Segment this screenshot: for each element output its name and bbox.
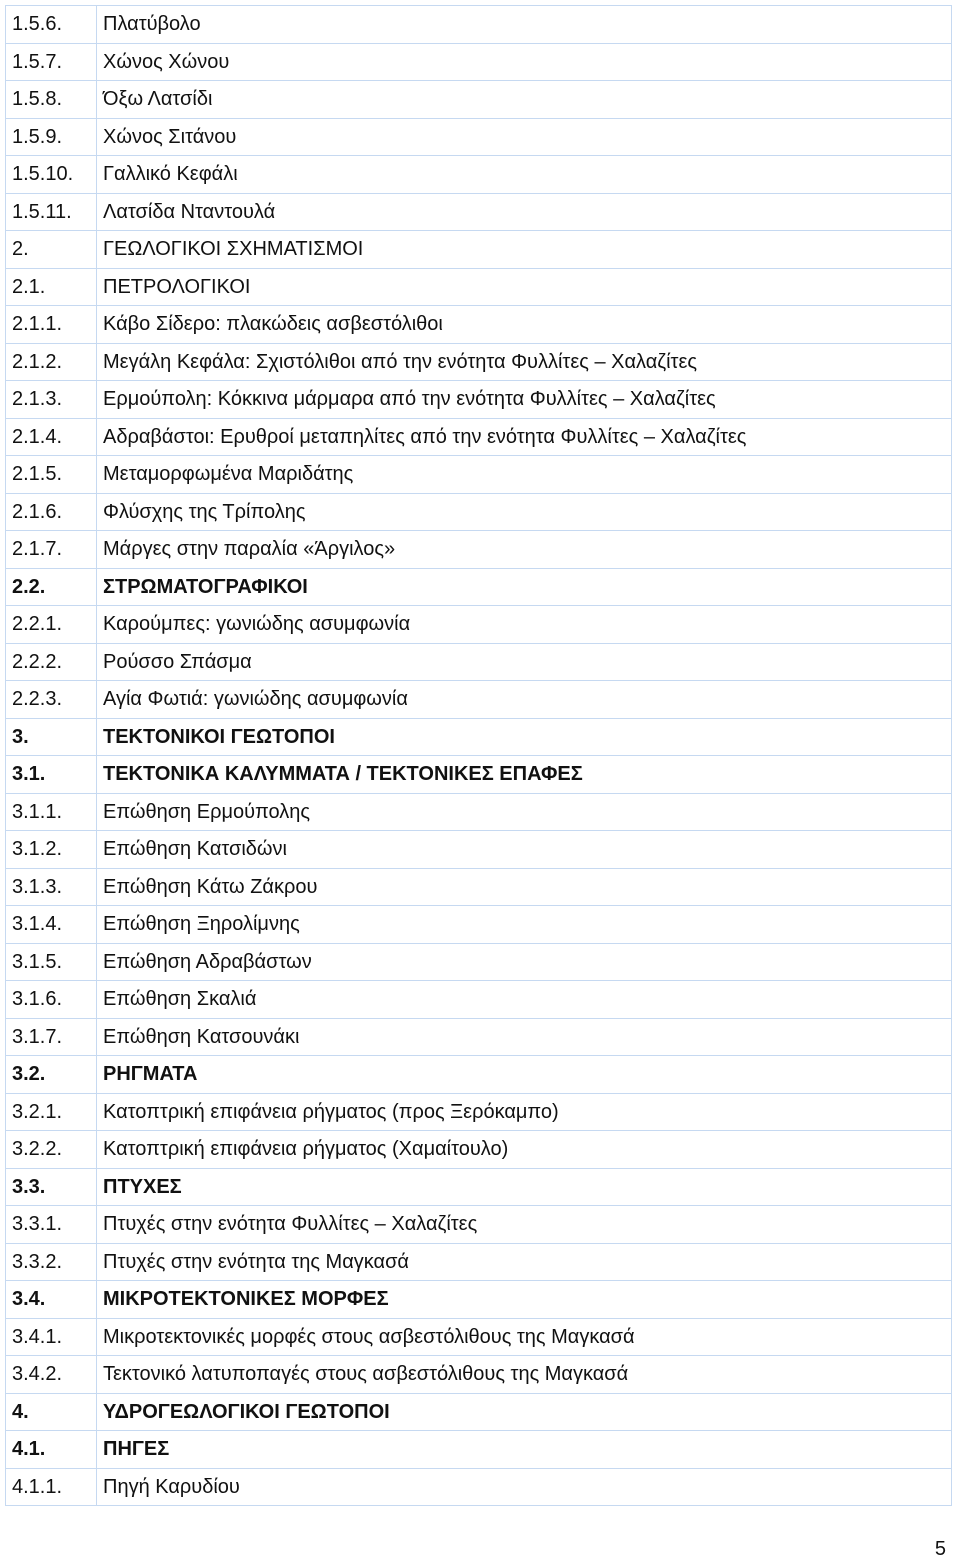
- toc-section-number: 2.1.4.: [6, 418, 97, 456]
- toc-row: [6, 831, 952, 869]
- toc-row: [6, 906, 952, 944]
- toc-row: [6, 493, 952, 531]
- toc-section-number: 3.1.7.: [6, 1018, 97, 1056]
- toc-section-title: Φλύσχης της Τρίπολης: [97, 493, 952, 531]
- toc-section-number: 1.5.11.: [6, 193, 97, 231]
- toc-section-title: ΣΤΡΩΜΑΤΟΓΡΑΦΙΚΟΙ: [97, 568, 952, 606]
- toc-row: [6, 193, 952, 231]
- toc-row: [6, 1018, 952, 1056]
- toc-section-number: 2.1.3.: [6, 381, 97, 419]
- toc-row: [6, 718, 952, 756]
- toc-section-title: Μεγάλη Κεφάλα: Σχιστόλιθοι από την ενότητα Φυλλίτες – Χαλαζίτες: [97, 343, 952, 381]
- toc-section-title: ΠΗΓΕΣ: [97, 1431, 952, 1469]
- toc-section-number: 2.1.1.: [6, 306, 97, 344]
- toc-section-number: 3.1.4.: [6, 906, 97, 944]
- toc-section-number: 2.2.: [6, 568, 97, 606]
- toc-section-number: 4.: [6, 1393, 97, 1431]
- toc-section-number: 3.4.1.: [6, 1318, 97, 1356]
- toc-section-number: 3.1.5.: [6, 943, 97, 981]
- toc-section-title: Χώνος Χώνου: [97, 43, 952, 81]
- toc-body: [6, 6, 952, 1506]
- toc-section-number: 2.: [6, 231, 97, 269]
- toc-section-title: ΜΙΚΡΟΤΕΚΤΟΝΙΚΕΣ ΜΟΡΦΕΣ: [97, 1281, 952, 1319]
- toc-section-number: 2.1.6.: [6, 493, 97, 531]
- toc-row: [6, 568, 952, 606]
- toc-table: [5, 5, 952, 1506]
- toc-section-title: Καρούμπες: γωνιώδης ασυμφωνία: [97, 606, 952, 644]
- toc-section-number: 3.1.2.: [6, 831, 97, 869]
- toc-row: [6, 1206, 952, 1244]
- toc-row: [6, 43, 952, 81]
- toc-row: [6, 1356, 952, 1394]
- toc-section-title: Κάβο Σίδερο: πλακώδεις ασβεστόλιθοι: [97, 306, 952, 344]
- toc-section-title: ΓΕΩΛΟΓΙΚΟΙ ΣΧΗΜΑΤΙΣΜΟΙ: [97, 231, 952, 269]
- toc-section-title: ΤΕΚΤΟΝΙΚΟΙ ΓΕΩΤΟΠΟΙ: [97, 718, 952, 756]
- toc-section-title: Τεκτονικό λατυποπαγές στους ασβεστόλιθους της Μαγκασά: [97, 1356, 952, 1394]
- toc-section-title: Χώνος Σιτάνου: [97, 118, 952, 156]
- toc-section-title: Επώθηση Αδραβάστων: [97, 943, 952, 981]
- toc-section-number: 1.5.8.: [6, 81, 97, 119]
- toc-row: [6, 81, 952, 119]
- toc-section-title: Κατοπτρική επιφάνεια ρήγματος (Χαμαίτουλο): [97, 1131, 952, 1169]
- toc-section-number: 2.2.2.: [6, 643, 97, 681]
- toc-section-title: Επώθηση Ερμούπολης: [97, 793, 952, 831]
- toc-section-number: 3.3.1.: [6, 1206, 97, 1244]
- toc-section-number: 3.4.: [6, 1281, 97, 1319]
- toc-row: [6, 6, 952, 44]
- toc-section-number: 3.1.: [6, 756, 97, 794]
- toc-section-number: 3.2.2.: [6, 1131, 97, 1169]
- toc-row: [6, 606, 952, 644]
- toc-section-title: Επώθηση Κατσουνάκι: [97, 1018, 952, 1056]
- toc-section-title: Λατσίδα Νταντουλά: [97, 193, 952, 231]
- toc-row: [6, 343, 952, 381]
- toc-section-number: 2.2.3.: [6, 681, 97, 719]
- toc-row: [6, 381, 952, 419]
- toc-row: [6, 756, 952, 794]
- toc-row: [6, 1281, 952, 1319]
- toc-section-number: 3.: [6, 718, 97, 756]
- toc-section-number: 1.5.10.: [6, 156, 97, 194]
- toc-row: [6, 156, 952, 194]
- toc-row: [6, 1431, 952, 1469]
- toc-section-title: Ρούσσο Σπάσμα: [97, 643, 952, 681]
- toc-section-title: Επώθηση Ξηρολίμνης: [97, 906, 952, 944]
- toc-row: [6, 418, 952, 456]
- toc-section-number: 2.1.7.: [6, 531, 97, 569]
- toc-section-number: 1.5.6.: [6, 6, 97, 44]
- toc-row: [6, 793, 952, 831]
- toc-row: [6, 868, 952, 906]
- toc-section-title: ΥΔΡΟΓΕΩΛΟΓΙΚΟΙ ΓΕΩΤΟΠΟΙ: [97, 1393, 952, 1431]
- toc-section-title: Πτυχές στην ενότητα της Μαγκασά: [97, 1243, 952, 1281]
- toc-row: [6, 1468, 952, 1506]
- toc-row: [6, 531, 952, 569]
- toc-row: [6, 981, 952, 1019]
- toc-row: [6, 643, 952, 681]
- toc-section-title: Αγία Φωτιά: γωνιώδης ασυμφωνία: [97, 681, 952, 719]
- toc-section-number: 3.2.: [6, 1056, 97, 1094]
- toc-row: [6, 1093, 952, 1131]
- toc-section-number: 3.4.2.: [6, 1356, 97, 1394]
- toc-section-number: 3.1.3.: [6, 868, 97, 906]
- toc-row: [6, 1168, 952, 1206]
- toc-row: [6, 681, 952, 719]
- toc-section-number: 3.1.6.: [6, 981, 97, 1019]
- toc-section-number: 2.2.1.: [6, 606, 97, 644]
- toc-section-title: Κατοπτρική επιφάνεια ρήγματος (προς Ξερόκαμπο): [97, 1093, 952, 1131]
- toc-section-title: Επώθηση Σκαλιά: [97, 981, 952, 1019]
- toc-section-title: Ερμούπολη: Κόκκινα μάρμαρα από την ενότητα Φυλλίτες – Χαλαζίτες: [97, 381, 952, 419]
- toc-section-number: 1.5.7.: [6, 43, 97, 81]
- toc-section-title: Μικροτεκτονικές μορφές στους ασβεστόλιθους της Μαγκασά: [97, 1318, 952, 1356]
- toc-section-title: Πτυχές στην ενότητα Φυλλίτες – Χαλαζίτες: [97, 1206, 952, 1244]
- toc-row: [6, 231, 952, 269]
- toc-section-title: ΡΗΓΜΑΤΑ: [97, 1056, 952, 1094]
- toc-section-number: 3.3.: [6, 1168, 97, 1206]
- toc-section-title: Επώθηση Κατσιδώνι: [97, 831, 952, 869]
- toc-row: [6, 306, 952, 344]
- toc-row: [6, 456, 952, 494]
- toc-section-title: Όξω Λατσίδι: [97, 81, 952, 119]
- toc-section-title: ΠΕΤΡΟΛΟΓΙΚΟΙ: [97, 268, 952, 306]
- toc-row: [6, 943, 952, 981]
- toc-section-number: 2.1.5.: [6, 456, 97, 494]
- toc-section-title: Πλατύβολο: [97, 6, 952, 44]
- toc-row: [6, 118, 952, 156]
- toc-section-number: 4.1.1.: [6, 1468, 97, 1506]
- toc-section-title: Αδραβάστοι: Ερυθροί μεταπηλίτες από την ενότητα Φυλλίτες – Χαλαζίτες: [97, 418, 952, 456]
- toc-row: [6, 1393, 952, 1431]
- toc-row: [6, 268, 952, 306]
- toc-section-number: 3.1.1.: [6, 793, 97, 831]
- toc-section-number: 2.1.: [6, 268, 97, 306]
- toc-section-number: 2.1.2.: [6, 343, 97, 381]
- page-number: 5: [934, 1538, 946, 1560]
- toc-section-title: Πηγή Καρυδίου: [97, 1468, 952, 1506]
- toc-section-title: Επώθηση Κάτω Ζάκρου: [97, 868, 952, 906]
- toc-row: [6, 1131, 952, 1169]
- toc-section-number: 3.3.2.: [6, 1243, 97, 1281]
- toc-section-number: 4.1.: [6, 1431, 97, 1469]
- toc-row: [6, 1243, 952, 1281]
- toc-row: [6, 1318, 952, 1356]
- toc-section-title: ΠΤΥΧΕΣ: [97, 1168, 952, 1206]
- toc-section-number: 3.2.1.: [6, 1093, 97, 1131]
- toc-section-number: 1.5.9.: [6, 118, 97, 156]
- toc-row: [6, 1056, 952, 1094]
- toc-section-title: ΤΕΚΤΟΝΙΚΑ ΚΑΛΥΜΜΑΤΑ / ΤΕΚΤΟΝΙΚΕΣ ΕΠΑΦΕΣ: [97, 756, 952, 794]
- toc-section-title: Μάργες στην παραλία «Άργιλος»: [97, 531, 952, 569]
- toc-section-title: Μεταμορφωμένα Μαριδάτης: [97, 456, 952, 494]
- toc-section-title: Γαλλικό Κεφάλι: [97, 156, 952, 194]
